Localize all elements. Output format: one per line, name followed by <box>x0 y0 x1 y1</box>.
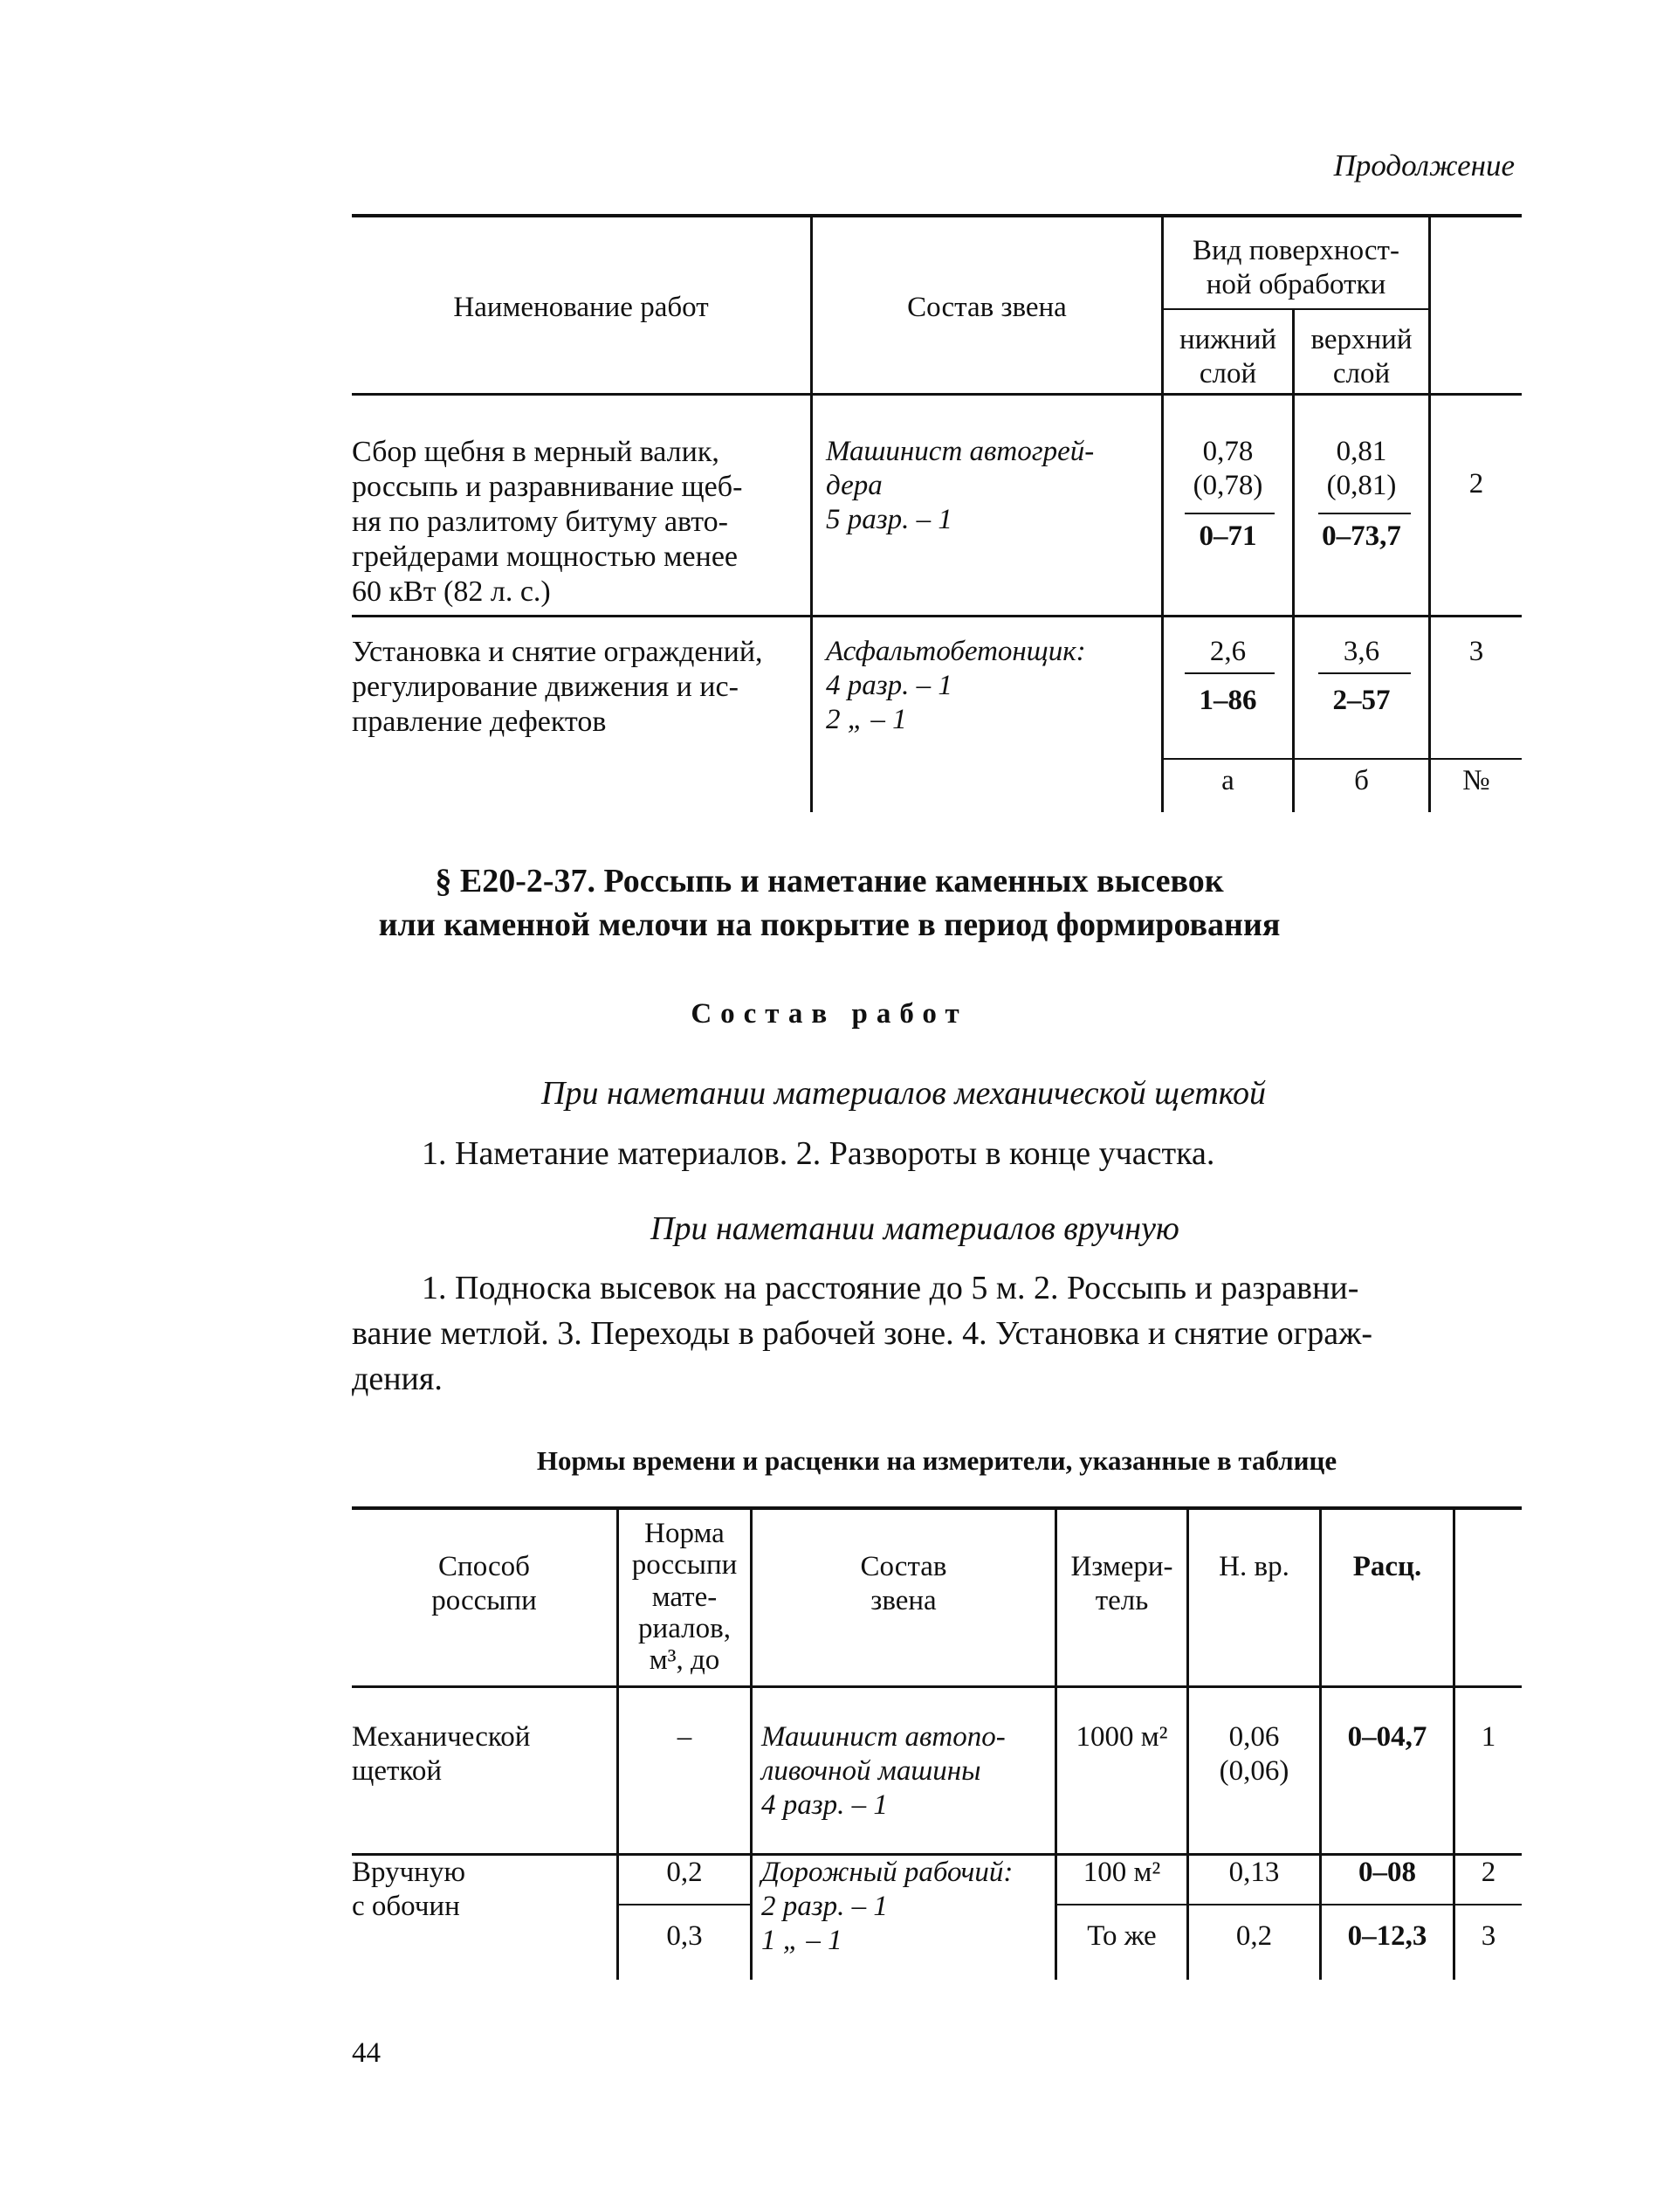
header-surface-type: Вид поверхност- ной обработки <box>1193 235 1399 300</box>
continuation-label: Продолжение <box>1333 148 1515 183</box>
section-title-line2: или каменной мелочи на покрытие в период формирования <box>378 906 1281 943</box>
row2-upper-price: 2–57 <box>1332 685 1391 716</box>
section-title-line1: § Е20-2-37. Россыпь и наметание каменных высевок <box>435 863 1224 899</box>
composition-heading: Состав работ <box>691 998 968 1030</box>
row1-work-name: Сбор щебня в мерный валик, россыпь и разравнивание щеб- ня по разлитому битуму авто- грейдерами мощностью менее 60 кВт (82 л. с.) <box>352 436 743 609</box>
t2-row3-number: 3 <box>1481 1920 1496 1952</box>
row1-number: 2 <box>1468 468 1484 500</box>
header-norm: Норма россыпи мате- риалов, м³, до <box>631 1518 738 1677</box>
t2-row1-time: 0,06 (0,06) <box>1219 1721 1289 1787</box>
row1-crew: Машинист автогрей- дера 5 разр. – 1 <box>826 436 1095 535</box>
header-rate: Расц. <box>1352 1551 1422 1582</box>
header-method: Способ россыпи <box>431 1551 537 1616</box>
t2-row2-number: 2 <box>1481 1857 1496 1888</box>
page-number: 44 <box>352 2037 381 2069</box>
t2-row2-unit: 100 м² <box>1083 1857 1161 1888</box>
t2-row2-norm: 0,2 <box>666 1857 703 1888</box>
row2-lower-price: 1–86 <box>1199 685 1257 716</box>
header-unit: Измери- тель <box>1070 1551 1173 1616</box>
row2-crew: Асфальтобетонщик: 4 разр. – 1 2 „ – 1 <box>826 636 1086 735</box>
manual-heading: При наметании материалов вручную <box>650 1210 1179 1247</box>
t2-row1-crew: Машинист автопо- ливочной машины 4 разр. – 1 <box>761 1721 1006 1821</box>
t2-row3-norm: 0,3 <box>666 1920 703 1952</box>
t2-row1-norm: – <box>677 1721 692 1753</box>
column-number-label: № <box>1462 765 1490 796</box>
row1-lower-price: 0–71 <box>1199 520 1257 552</box>
header-time: Н. вр. <box>1219 1551 1289 1582</box>
mechanical-heading: При наметании материалов механической щеткой <box>541 1075 1267 1112</box>
table2-caption: Нормы времени и расценки на измерители, указанные в таблице <box>536 1445 1337 1476</box>
row1-upper-value: 0,81 (0,81) <box>1326 436 1397 501</box>
t2-row3-time: 0,2 <box>1235 1920 1273 1952</box>
mechanical-text: 1. Наметание материалов. 2. Развороты в конце участка. <box>422 1135 1215 1172</box>
t2-row2-rate: 0–08 <box>1358 1857 1416 1888</box>
t2-row1-rate: 0–04,7 <box>1347 1721 1427 1753</box>
row1-lower-value: 0,78 (0,78) <box>1193 436 1263 501</box>
header-crew-2: Состав звена <box>860 1551 947 1616</box>
t2-row3-rate: 0–12,3 <box>1347 1920 1427 1952</box>
manual-text-line3: дения. <box>352 1361 443 1397</box>
t2-row3-unit: То же <box>1087 1920 1157 1952</box>
t2-row1-number: 1 <box>1481 1721 1496 1753</box>
row2-lower-value: 2,6 <box>1209 636 1247 667</box>
row2-number: 3 <box>1468 636 1484 667</box>
row2-work-name: Установка и снятие ограждений, регулирование движения и ис- правление дефектов <box>352 636 763 739</box>
header-crew: Состав звена <box>907 292 1067 323</box>
header-lower-layer: нижний слой <box>1179 324 1277 389</box>
t2-row2-crew: Дорожный рабочий: 2 разр. – 1 1 „ – 1 <box>761 1857 1014 1956</box>
manual-text-line2: вание метлой. 3. Переходы в рабочей зоне. 4. Установка и снятие ограж- <box>352 1315 1373 1352</box>
column-b-label: б <box>1354 765 1369 796</box>
t2-row2-time: 0,13 <box>1228 1857 1280 1888</box>
t2-row1-unit: 1000 м² <box>1076 1721 1168 1753</box>
t2-row2-method: Вручную с обочин <box>352 1857 465 1922</box>
row2-upper-value: 3,6 <box>1343 636 1380 667</box>
header-work-name: Наименование работ <box>453 292 709 323</box>
header-upper-layer: верхний слой <box>1310 324 1413 389</box>
column-a-label: а <box>1221 765 1234 796</box>
t2-row1-method: Механической щеткой <box>352 1721 531 1787</box>
manual-text-line1: 1. Подноска высевок на расстояние до 5 м. 2. Россыпь и разравни- <box>422 1270 1359 1306</box>
row1-upper-price: 0–73,7 <box>1322 520 1401 552</box>
